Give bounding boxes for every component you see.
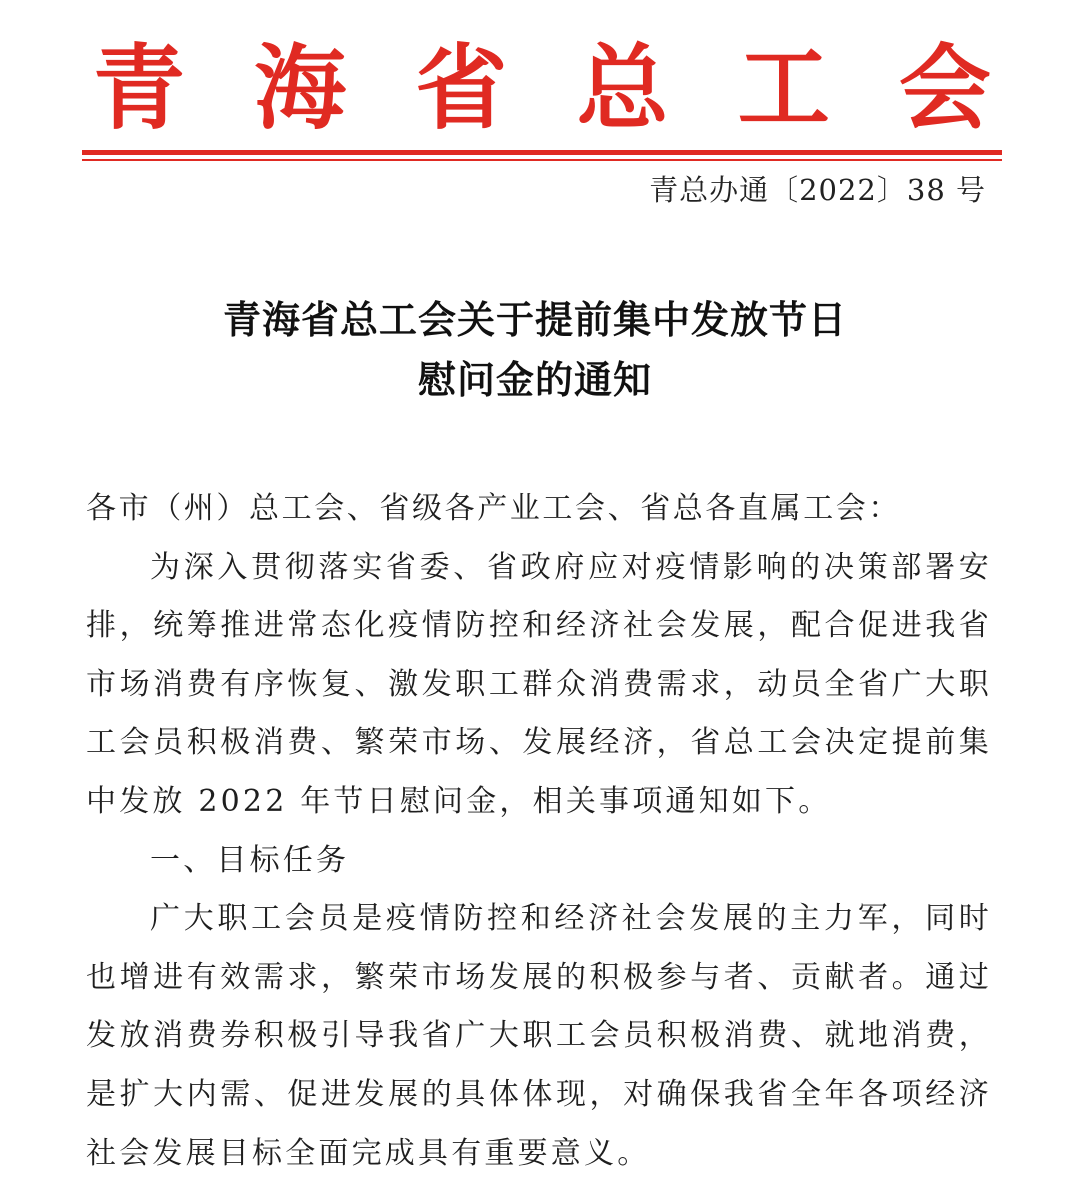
document-body: [86, 480, 992, 1183]
masthead-char: 会: [898, 34, 991, 142]
masthead-char: 海: [254, 34, 347, 142]
document-number: 青总办通〔2022〕38 号: [649, 173, 986, 207]
title-line-2: 慰问金的通知: [417, 357, 652, 402]
title-line-1: 青海省总工会关于提前集中发放节日: [222, 297, 847, 342]
document-title: [0, 290, 1070, 410]
paragraph-intro: 为深入贯彻落实省委、省政府应对疫情影响的决策部署安排，统筹推进常态化疫情防控和经济社会发展，配合促进我省市场消费有序恢复、激发职工群众消费需求，动员全省广大职工会员积极消费、繁荣市场、发展经济，省总工会决定提前集中发放 2022 年节日慰问金，相关事项通知如下。: [86, 549, 992, 819]
header-divider-thick: [82, 150, 1002, 155]
section-heading-1: 一、目标任务: [150, 842, 350, 878]
paragraph-section-1: 广大职工会员是疫情防控和经济社会发展的主力军，同时也增进有效需求，繁荣市场发展的积极参与者、贡献者。通过发放消费券积极引导我省广大职工会员积极消费、就地消费，是扩大内需、促进发展的具体体现，对确保我省全年各项经济社会发展目标全面完成具有重要意义。: [86, 901, 992, 1171]
masthead-char: 总: [576, 34, 669, 142]
masthead-char: 省: [415, 34, 508, 142]
masthead-char: 工: [737, 34, 830, 142]
salutation: 各市（州）总工会、省级各产业工会、省总各直属工会：: [86, 491, 901, 526]
masthead-org-name: [84, 34, 1000, 142]
header-divider-thin: [82, 159, 1002, 161]
masthead-char: 青: [92, 34, 185, 142]
